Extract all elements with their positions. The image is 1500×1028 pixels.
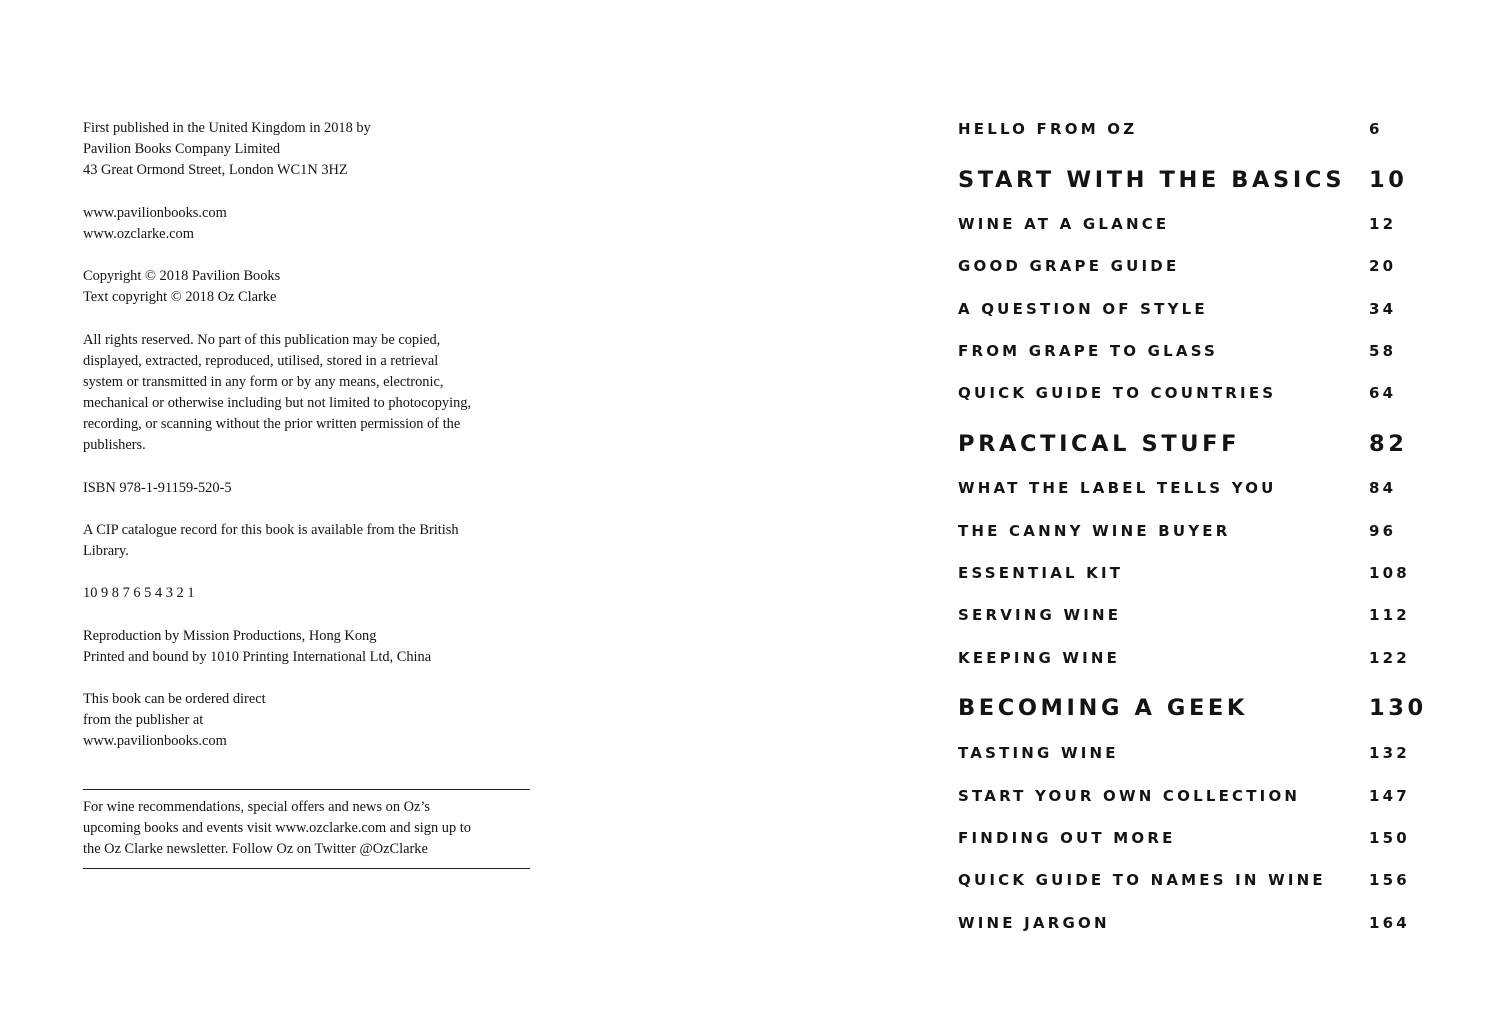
rights-line: recording, or scanning without the prior written permission of the — [83, 416, 461, 433]
toc-section-title: BECOMING A GEEK — [958, 695, 1248, 721]
toc-page: 64 — [1369, 384, 1397, 402]
copyright-block — [83, 266, 533, 308]
publisher-line: First published in the United Kingdom in 2018 by — [83, 120, 371, 136]
toc-title: FINDING OUT MORE — [958, 829, 1176, 847]
website-pavilion: www.pavilionbooks.com — [83, 204, 227, 221]
copyright-line: Copyright © 2018 Pavilion Books — [83, 268, 281, 285]
toc-page: 147 — [1369, 787, 1410, 805]
toc-title: FROM GRAPE TO GLASS — [958, 342, 1219, 360]
newsletter-line: the Oz Clarke newsletter. Follow Oz on Twitter @OzClarke — [83, 841, 428, 858]
ordering-block — [83, 689, 533, 752]
toc-page: 96 — [1369, 522, 1397, 540]
websites-block — [83, 203, 533, 245]
toc-section-page: 10 — [1369, 167, 1408, 193]
publisher-address: 43 Great Ormond Street, London WC1N 3HZ — [83, 162, 348, 179]
reproduction-line: Reproduction by Mission Productions, Hong Kong — [83, 627, 377, 644]
cip-line: Library. — [83, 543, 129, 560]
isbn: ISBN 978-1-91159-520-5 — [83, 479, 232, 496]
toc-title: THE CANNY WINE BUYER — [958, 522, 1231, 540]
toc-page: 164 — [1369, 914, 1410, 932]
toc-title: START YOUR OWN COLLECTION — [958, 787, 1301, 805]
ordering-line: from the publisher at — [83, 712, 204, 729]
toc-page: 150 — [1369, 829, 1410, 847]
toc-title: A QUESTION OF STYLE — [958, 300, 1208, 318]
toc-title: QUICK GUIDE TO NAMES IN WINE — [958, 871, 1326, 889]
rights-line: system or transmitted in any form or by any means, electronic, — [83, 373, 444, 390]
toc-title: ESSENTIAL KIT — [958, 564, 1124, 582]
toc-title: WHAT THE LABEL TELLS YOU — [958, 479, 1277, 497]
newsletter-line: For wine recommendations, special offers and news on Oz’s — [83, 799, 431, 815]
toc-page: 58 — [1369, 342, 1397, 360]
toc-page: 34 — [1369, 300, 1397, 318]
toc-page: 122 — [1369, 649, 1410, 667]
toc-title: HELLO FROM OZ — [958, 120, 1138, 138]
toc-page: 20 — [1369, 257, 1397, 275]
publisher-line: Pavilion Books Company Limited — [83, 141, 281, 158]
toc-title: KEEPING WINE — [958, 649, 1121, 667]
toc-title: GOOD GRAPE GUIDE — [958, 257, 1180, 275]
isbn-block — [83, 478, 533, 499]
imprint-page — [83, 118, 533, 774]
toc-page: 6 — [1369, 120, 1383, 138]
website-ozclarke: www.ozclarke.com — [83, 225, 194, 242]
ordering-line: This book can be ordered direct — [83, 691, 266, 708]
ordering-url: www.pavilionbooks.com — [83, 733, 227, 750]
cip-block — [83, 520, 533, 562]
newsletter-box — [83, 789, 530, 869]
rights-line: publishers. — [83, 437, 146, 454]
printing-line: 10 9 8 7 6 5 4 3 2 1 — [83, 585, 195, 602]
production-block — [83, 626, 533, 668]
text-copyright-line: Text copyright © 2018 Oz Clarke — [83, 289, 277, 306]
rights-line: mechanical or otherwise including but not limited to photocopying, — [83, 394, 472, 411]
toc-title: QUICK GUIDE TO COUNTRIES — [958, 384, 1277, 402]
toc-title: TASTING WINE — [958, 744, 1119, 762]
rights-block — [83, 330, 533, 457]
toc-title: WINE JARGON — [958, 914, 1110, 932]
toc-page: 84 — [1369, 479, 1397, 497]
toc-section-page: 130 — [1369, 695, 1427, 721]
toc-page: 108 — [1369, 564, 1410, 582]
toc-page: 156 — [1369, 871, 1410, 889]
table-of-contents — [958, 0, 1478, 1028]
toc-section-page: 82 — [1369, 431, 1408, 457]
toc-page: 12 — [1369, 215, 1397, 233]
toc-section-title: PRACTICAL STUFF — [958, 431, 1241, 457]
toc-title: SERVING WINE — [958, 606, 1122, 624]
publisher-block — [83, 118, 533, 181]
toc-page: 112 — [1369, 606, 1410, 624]
newsletter-line: upcoming books and events visit www.ozclarke.com and sign up to — [83, 820, 471, 837]
rights-line: displayed, extracted, reproduced, utilised, stored in a retrieval — [83, 352, 439, 369]
printed-line: Printed and bound by 1010 Printing International Ltd, China — [83, 648, 432, 665]
printing-line-block — [83, 583, 533, 604]
toc-section-title: START WITH THE BASICS — [958, 167, 1346, 193]
toc-page: 132 — [1369, 744, 1410, 762]
toc-title: WINE AT A GLANCE — [958, 215, 1170, 233]
cip-line: A CIP catalogue record for this book is available from the British — [83, 521, 459, 538]
rights-line: All rights reserved. No part of this publication may be copied, — [83, 331, 441, 348]
